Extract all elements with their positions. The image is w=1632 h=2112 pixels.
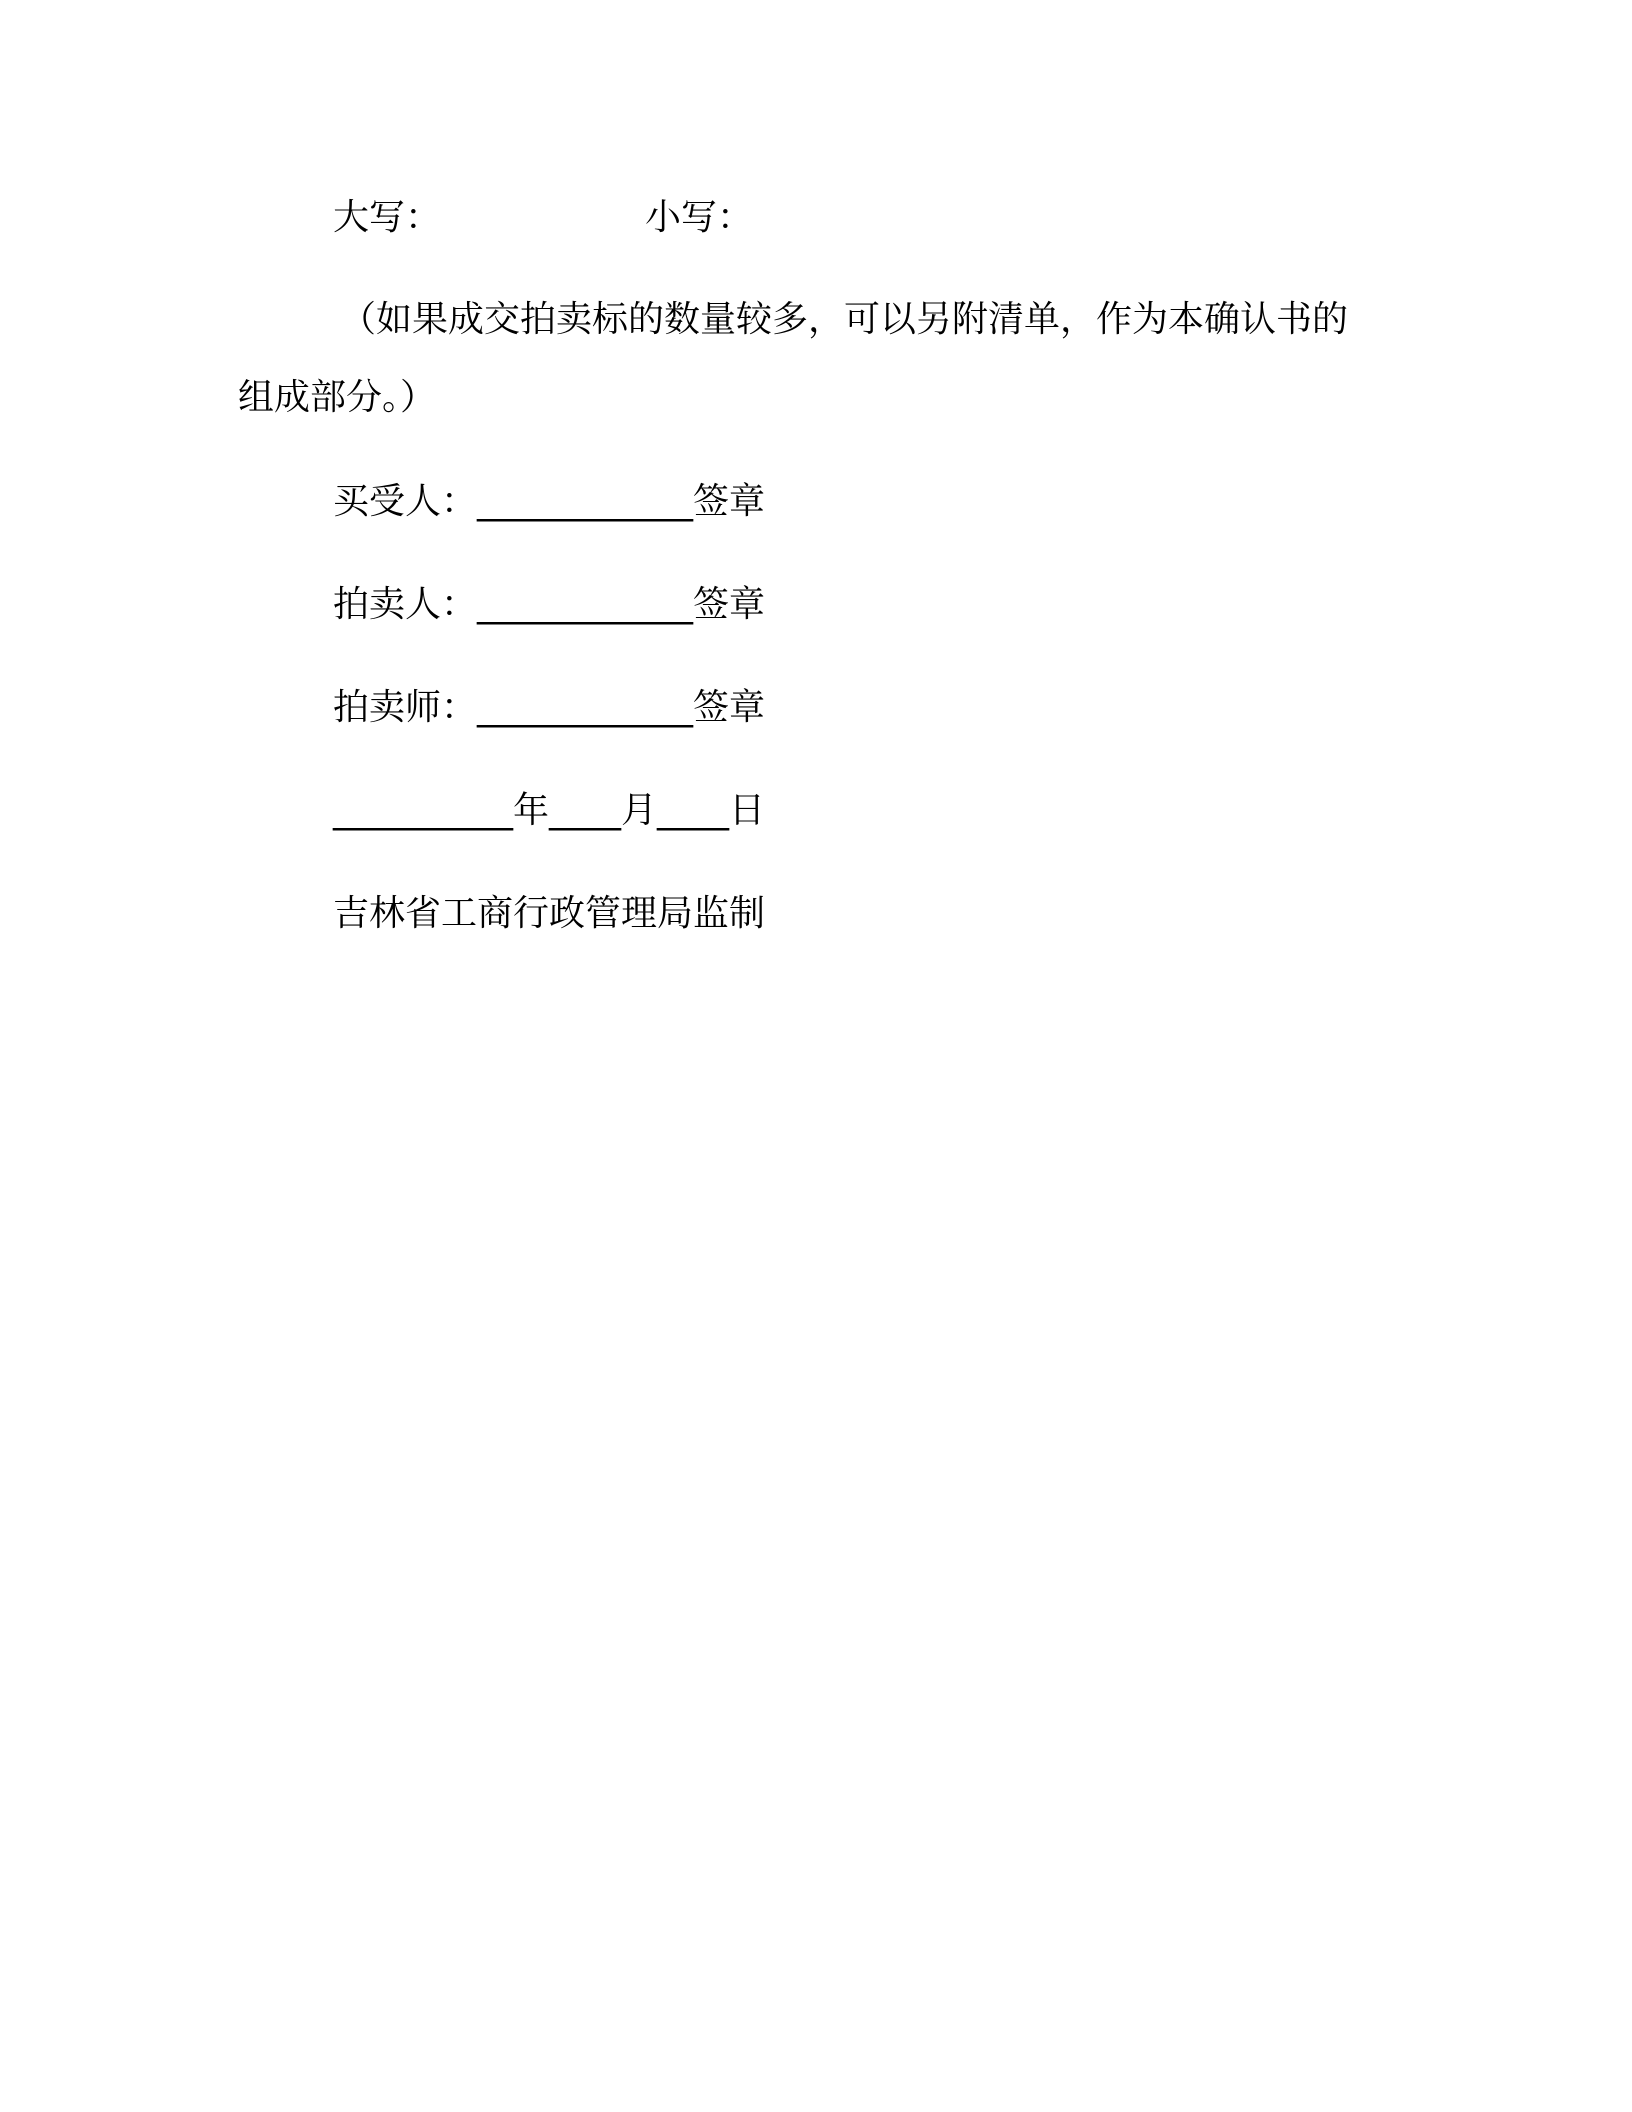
note-text-line-1: （如果成交拍卖标的数量较多，可以另附清单，作为本确认书的	[340, 299, 1349, 340]
auction-master-signature-line: 拍卖师：____________签章	[333, 687, 766, 728]
amount-lower-label: 小写：	[645, 197, 754, 238]
buyer-signature-line: 买受人：____________签章	[333, 481, 766, 522]
amount-line	[333, 196, 754, 240]
amount-upper-label: 大写：	[333, 197, 442, 238]
note-text-line-2: 组成部分。）	[238, 377, 437, 418]
auctioneer-signature-line: 拍卖人：____________签章	[333, 584, 766, 625]
date-line: __________年____月____日	[333, 790, 765, 831]
supervisor-text: 吉林省工商行政管理局监制	[333, 893, 766, 934]
